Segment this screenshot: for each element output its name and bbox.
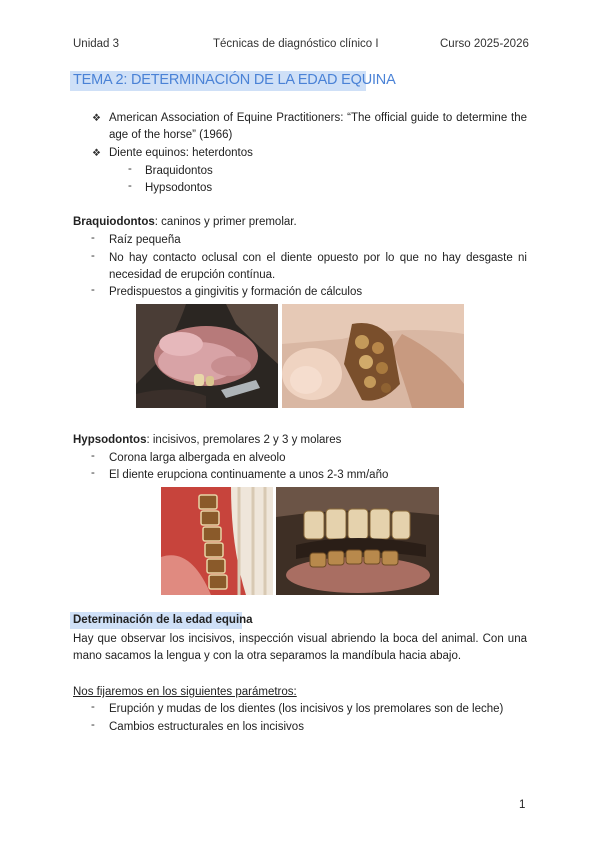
incisors-photo xyxy=(276,487,439,595)
intro-bullet-1-line1: American Association of Equine Practitioners: “The official guide to determine the xyxy=(109,112,527,124)
intro-bullet-1-line2: age of the horse” (1966) xyxy=(109,129,233,141)
header-unit: Unidad 3 xyxy=(73,38,120,50)
intro-sub-2: Hypsodontos xyxy=(145,182,213,194)
hypsodontos-item-2: El diente erupciona continuamente a unos 2-3 mm/año xyxy=(109,469,389,481)
page-title: TEMA 2: DETERMINACIÓN DE LA EDAD EQUINA xyxy=(73,72,396,88)
diamond-bullet-icon: ❖ xyxy=(92,113,101,124)
braquiodontos-item-2-line2: necesidad de erupción contínua. xyxy=(109,269,276,281)
intro-bullet-2: Diente equinos: heterdontos xyxy=(109,147,253,159)
dash-bullet-icon: - xyxy=(128,180,132,192)
hypsodontos-term: Hypsodontos xyxy=(73,434,147,446)
page-number: 1 xyxy=(519,799,526,811)
dash-bullet-icon: - xyxy=(91,250,95,262)
determinacion-para-line2: mano sacamos la lengua y con la otra separamos la mandíbula hacia abajo. xyxy=(73,650,462,662)
parametros-item-2: Cambios estructurales en los incisivos xyxy=(109,721,304,733)
parametros-heading: Nos fijaremos en los siguientes parámetros: xyxy=(73,686,297,698)
horse-mouth-photo xyxy=(136,304,278,408)
braquiodontos-term: Braquiodontos xyxy=(73,216,155,228)
dash-bullet-icon: - xyxy=(91,284,95,296)
parametros-item-1: Erupción y mudas de los dientes (los incisivos y los premolares son de leche) xyxy=(109,703,504,715)
header-year: Curso 2025-2026 xyxy=(440,38,529,50)
dash-bullet-icon: - xyxy=(91,450,95,462)
header-course-title: Técnicas de diagnóstico clínico I xyxy=(213,38,379,50)
hypsodontos-desc: : incisivos, premolares 2 y 3 y molares xyxy=(146,434,342,446)
diamond-bullet-icon: ❖ xyxy=(92,148,101,159)
dash-bullet-icon: - xyxy=(91,232,95,244)
hypsodontos-intro xyxy=(73,432,341,449)
determinacion-heading: Determinación de la edad equina xyxy=(73,614,253,626)
teeth-tartar-photo xyxy=(282,304,464,408)
braquiodontos-item-3: Predispuestos a gingivitis y formación de cálculos xyxy=(109,286,363,298)
dash-bullet-icon: - xyxy=(128,163,132,175)
intro-sub-1: Braquidontos xyxy=(145,165,213,177)
determinacion-para-line1: Hay que observar los incisivos, inspección visual abriendo la boca del animal. Con una xyxy=(73,633,527,645)
braquiodontos-item-1: Raíz pequeña xyxy=(109,234,181,246)
braquiodontos-desc: : caninos y primer premolar. xyxy=(154,216,297,228)
braquiodontos-intro xyxy=(73,214,297,231)
dash-bullet-icon: - xyxy=(91,701,95,713)
braquiodontos-item-2-line1: No hay contacto oclusal con el diente opuesto por lo que no hay desgaste ni xyxy=(109,252,527,264)
dash-bullet-icon: - xyxy=(91,719,95,731)
dash-bullet-icon: - xyxy=(91,467,95,479)
hypsodontos-item-1: Corona larga albergada en alveolo xyxy=(109,452,286,464)
molar-arcade-photo xyxy=(161,487,273,595)
